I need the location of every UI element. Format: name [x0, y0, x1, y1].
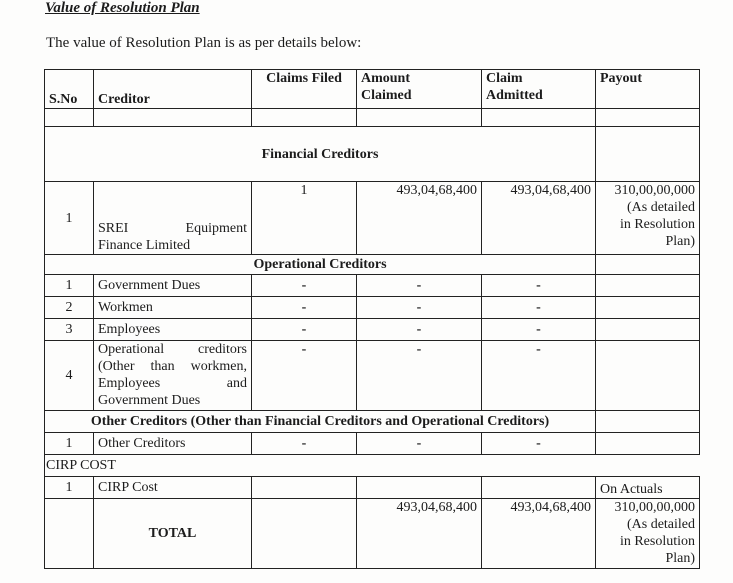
operational-claimed: - — [357, 275, 482, 297]
total-label: TOTAL — [94, 499, 252, 569]
operational-sno: 4 — [45, 341, 94, 411]
table-row — [45, 433, 700, 455]
financial-creditor-name — [94, 182, 252, 255]
total-payout-line2: (As detailed — [626, 517, 695, 532]
operational-other-line2: (Other than workmen, — [98, 359, 247, 374]
operational-admitted: - — [482, 319, 596, 341]
header-claim-admitted — [482, 70, 596, 109]
operational-admitted: - — [482, 297, 596, 319]
operational-other-line4: Government Dues — [98, 393, 201, 408]
total-row — [45, 499, 700, 569]
table-row — [45, 297, 700, 319]
operational-section-title: Operational Creditors — [45, 255, 596, 275]
financial-sno: 1 — [45, 182, 94, 255]
header-claim-admitted-line2: Admitted — [486, 88, 543, 103]
operational-sno: 1 — [45, 275, 94, 297]
financial-section-row — [45, 127, 700, 182]
operational-other-line3: Employees and — [98, 376, 247, 391]
operational-sno: 3 — [45, 319, 94, 341]
financial-claim-admitted: 493,04,68,400 — [482, 182, 596, 255]
total-payout-line4: Plan) — [665, 551, 695, 566]
table-row — [45, 275, 700, 297]
document-heading: Value of Resolution Plan — [45, 0, 200, 16]
other-section-row — [45, 411, 700, 433]
operational-filed: - — [252, 297, 357, 319]
intro-text: The value of Resolution Plan is as per details below: — [46, 35, 362, 51]
total-amount-claimed: 493,04,68,400 — [357, 499, 482, 569]
cirp-sno: 1 — [45, 477, 94, 499]
cirp-creditor: CIRP Cost — [94, 477, 252, 499]
other-admitted: - — [482, 433, 596, 455]
financial-payout-line1: 310,00,00,000 — [614, 183, 695, 198]
other-creditor: Other Creditors — [94, 433, 252, 455]
other-filed: - — [252, 433, 357, 455]
financial-payout — [596, 182, 700, 255]
header-claims-filed: Claims Filed — [252, 70, 357, 109]
header-payout: Payout — [596, 70, 700, 109]
total-payout — [596, 499, 700, 569]
financial-payout-line4: Plan) — [665, 234, 695, 249]
operational-other-line1: Operational creditors — [98, 342, 247, 357]
table-row — [45, 319, 700, 341]
cirp-section-title: CIRP COST — [45, 455, 700, 477]
operational-other-creditor — [94, 341, 252, 411]
header-creditor: Creditor — [94, 70, 252, 109]
operational-creditor: Government Dues — [94, 275, 252, 297]
other-sno: 1 — [45, 433, 94, 455]
header-amount-claimed-line1: Amount — [361, 71, 411, 86]
total-payout-line1: 310,00,00,000 — [614, 500, 695, 515]
operational-claimed: - — [357, 297, 482, 319]
operational-claimed: - — [357, 319, 482, 341]
operational-claimed: - — [357, 341, 482, 411]
financial-section-title: Financial Creditors — [45, 127, 596, 182]
other-claimed: - — [357, 433, 482, 455]
blank-row — [45, 109, 700, 127]
operational-filed: - — [252, 319, 357, 341]
resolution-plan-table — [44, 69, 700, 569]
table-row — [45, 477, 700, 499]
total-payout-line3: in Resolution — [619, 534, 695, 549]
financial-claims-filed: 1 — [252, 182, 357, 255]
operational-admitted: - — [482, 275, 596, 297]
operational-creditor: Workmen — [94, 297, 252, 319]
financial-payout-line3: in Resolution — [619, 217, 695, 232]
table-header-row — [45, 70, 700, 109]
financial-creditor-row — [45, 182, 700, 255]
operational-filed: - — [252, 275, 357, 297]
header-claim-admitted-line1: Claim — [486, 71, 523, 86]
operational-admitted: - — [482, 341, 596, 411]
cirp-section-row — [45, 455, 700, 477]
operational-creditor: Employees — [94, 319, 252, 341]
financial-amount-claimed: 493,04,68,400 — [357, 182, 482, 255]
table-row — [45, 341, 700, 411]
header-amount-claimed — [357, 70, 482, 109]
other-section-title: Other Creditors (Other than Financial Creditors and Operational Creditors) — [45, 411, 596, 433]
cirp-payout: On Actuals — [596, 477, 700, 499]
header-amount-claimed-line2: Claimed — [361, 88, 412, 103]
operational-filed: - — [252, 341, 357, 411]
operational-section-row — [45, 255, 700, 275]
financial-creditor-line1: SREI Equipment — [98, 221, 247, 236]
total-claim-admitted: 493,04,68,400 — [482, 499, 596, 569]
financial-creditor-line2: Finance Limited — [98, 238, 191, 253]
header-sno: S.No — [45, 70, 94, 109]
operational-sno: 2 — [45, 297, 94, 319]
financial-payout-line2: (As detailed — [626, 200, 695, 215]
